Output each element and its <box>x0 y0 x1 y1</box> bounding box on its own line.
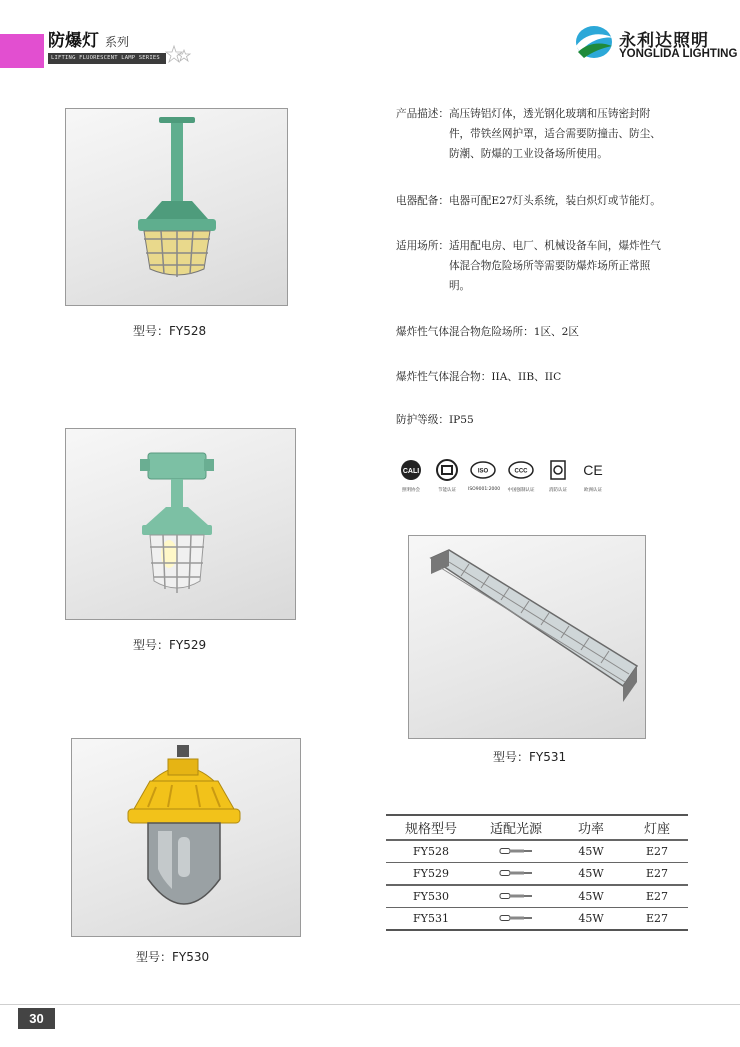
caption-fy529: 型号：FY529 <box>133 638 207 652</box>
title-main: 防爆灯 <box>48 31 99 51</box>
page-title <box>48 26 129 51</box>
table-row <box>386 841 688 862</box>
cert-label: 消防认证 <box>549 488 567 493</box>
tube-lamp-illustration <box>409 536 646 739</box>
header-power: 功率 <box>577 822 604 837</box>
svg-text:ISO: ISO <box>477 468 489 475</box>
cali-icon <box>398 458 424 482</box>
svg-text:CCC: CCC <box>514 468 528 475</box>
pendant-lamp-illustration <box>66 109 288 306</box>
electrical-text: 电器可配E27灯头系统，装白炽灯或节能灯。 <box>448 195 661 207</box>
table-row <box>386 886 688 907</box>
table-row <box>386 908 688 929</box>
cert-ccc <box>506 458 536 493</box>
cell-power: 45W <box>578 867 604 880</box>
location-label: 适用场所： <box>396 240 449 252</box>
ce-icon <box>580 458 606 482</box>
cell-model: FY528 <box>413 844 449 858</box>
header-accent-tab <box>0 34 44 68</box>
gas-group: 爆炸性气体混合物：IIA、IIB、IIC <box>396 371 562 383</box>
ccc-icon <box>508 458 534 482</box>
table-row <box>386 863 688 884</box>
brand-logo <box>572 22 740 64</box>
series-banner: LIFTING FLUORESCENT LAMP SERIES <box>48 53 166 64</box>
caption-fy531: 型号：FY531 <box>493 750 567 764</box>
brand-swoosh-icon <box>572 22 616 62</box>
table-header-row <box>386 816 688 839</box>
certification-marks <box>396 458 616 494</box>
hazard-zone: 爆炸性气体混合物危险场所：1区、2区 <box>396 326 579 338</box>
cert-energy-saving <box>432 458 462 493</box>
electrical-config <box>396 191 661 211</box>
cell-light-source <box>476 890 556 903</box>
electrical-label: 电器配备： <box>396 195 449 207</box>
product-photo-fy530 <box>71 738 301 937</box>
caption-fy528: 型号：FY528 <box>133 324 207 338</box>
brand-name-en: YONGLIDA LIGHTING <box>619 48 738 60</box>
cell-socket: E27 <box>645 867 669 880</box>
bulb-icon <box>499 892 533 900</box>
cert-fire <box>543 458 573 493</box>
table-rule-bottom <box>386 929 688 931</box>
bulb-icon <box>499 914 533 922</box>
product-desc-label: 产品描述： <box>396 108 449 120</box>
bulb-icon <box>499 847 533 855</box>
applicable-locations <box>396 236 661 296</box>
cell-light-source <box>476 867 556 880</box>
cell-model: FY529 <box>413 867 449 880</box>
spec-table <box>386 814 688 931</box>
caption-fy530: 型号：FY530 <box>136 950 210 964</box>
title-sub: 系列 <box>105 35 130 49</box>
cell-light-source <box>476 912 556 925</box>
product-photo-fy531 <box>408 535 646 739</box>
yellow-explosion-proof-lamp-illustration <box>72 739 301 937</box>
cert-iso <box>468 458 501 492</box>
cert-cali <box>396 458 426 493</box>
cell-power: 45W <box>578 889 604 903</box>
cert-label: 照明协会 <box>402 488 420 493</box>
cert-label: 欧洲认证 <box>584 488 602 493</box>
cell-power: 45W <box>578 912 604 925</box>
cell-model: FY531 <box>413 912 449 925</box>
stars-icon <box>164 44 194 68</box>
header-model: 规格型号 <box>404 822 457 837</box>
product-desc-text: 高压铸铝灯体，透光钢化玻璃和压铸密封附件，带铁丝网护罩，适合需要防撞击、防尘、防潮、防爆的工业设备场所使用。 <box>448 108 661 160</box>
cell-light-source <box>476 845 556 858</box>
junction-box-lamp-illustration <box>66 429 296 620</box>
page-number: 30 <box>18 1008 55 1029</box>
cell-socket: E27 <box>645 889 669 903</box>
svg-text:CALI: CALI <box>402 468 420 475</box>
cell-socket: E27 <box>645 912 669 925</box>
cert-ce <box>578 458 608 493</box>
protection-grade: 防护等级：IP55 <box>396 414 474 426</box>
footer-rule <box>0 1004 740 1005</box>
product-photo-fy528 <box>65 108 288 306</box>
bulb-icon <box>499 869 533 877</box>
cert-label: 中国强制认证 <box>507 488 535 493</box>
cell-power: 45W <box>578 844 604 858</box>
location-text: 适用配电房、电厂、机械设备车间，爆炸性气体混合物危险场所等需要防爆炸场所正常照明。 <box>448 240 661 292</box>
product-description <box>396 104 661 164</box>
cell-model: FY530 <box>413 889 449 903</box>
brand-name-cn: 永利达照明 <box>619 31 709 51</box>
cert-label: ISO9001:2000 <box>468 487 501 492</box>
energy-saving-icon <box>434 458 460 482</box>
svg-text:CE: CE <box>583 462 603 478</box>
cert-label: 节能认证 <box>438 488 456 493</box>
header-light-source: 适配光源 <box>489 822 542 837</box>
iso-icon <box>470 458 496 482</box>
product-photo-fy529 <box>65 428 296 620</box>
cell-socket: E27 <box>645 844 669 858</box>
header-socket: 灯座 <box>643 822 670 837</box>
fire-icon <box>545 458 571 482</box>
